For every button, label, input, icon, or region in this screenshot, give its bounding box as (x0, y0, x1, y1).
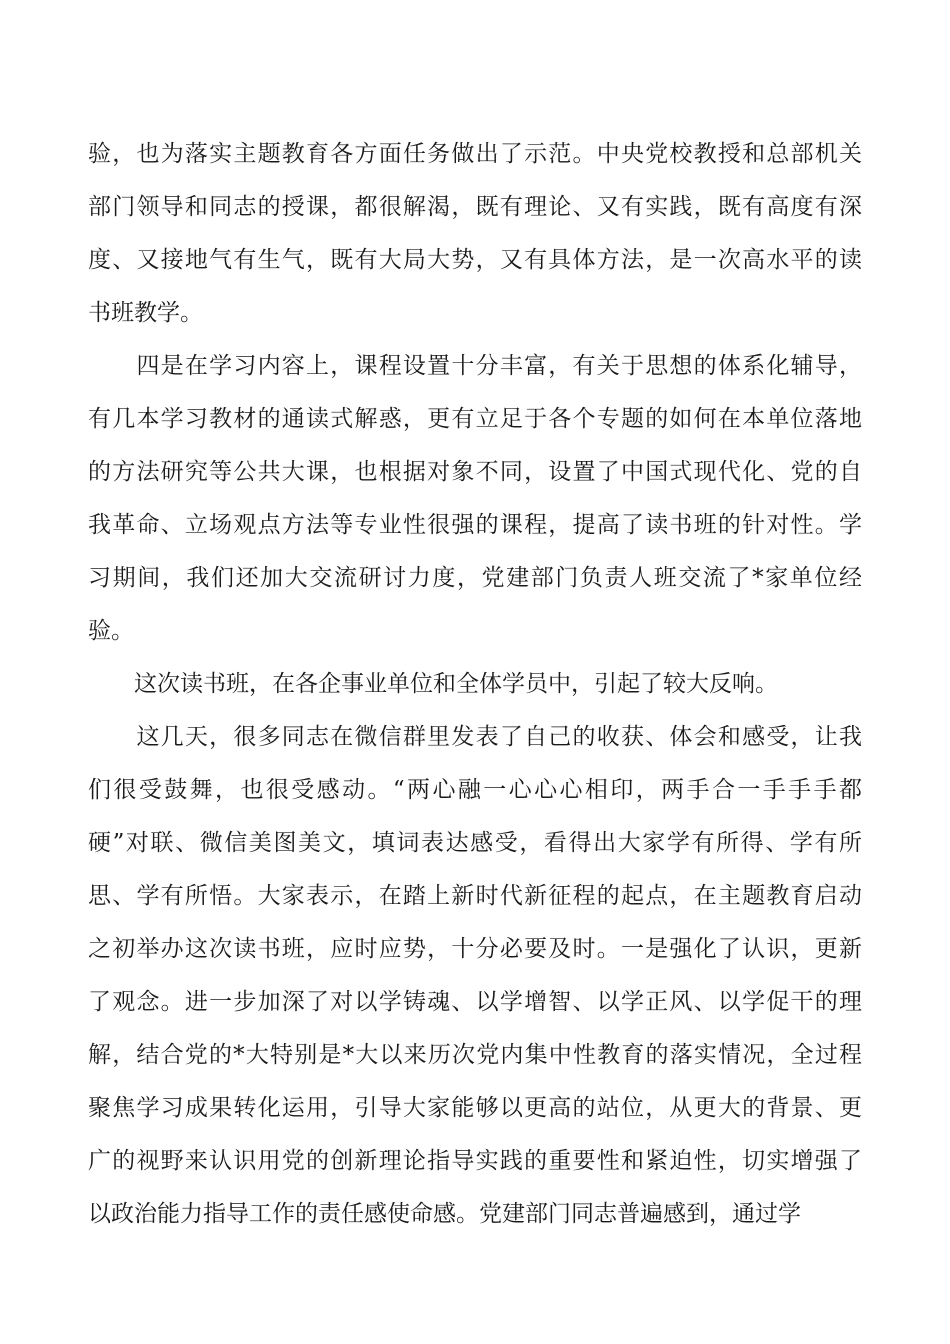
body-paragraph (88, 658, 862, 711)
text-line: 思、学有所悟。大家表示，在踏上新时代新征程的起点，在主题教育启动 (88, 883, 862, 909)
text-line: 部门领导和同志的授课，都很解渴，既有理论、又有实践，既有高度有深 (88, 194, 862, 220)
text-line: 习期间，我们还加大交流研讨力度，党建部门负责人班交流了*家单位经 (88, 565, 862, 591)
body-paragraph (88, 340, 862, 658)
text-line: 度、又接地气有生气，既有大局大势，又有具体方法，是一次高水平的读 (88, 247, 862, 273)
text-line: 以政治能力指导工作的责任感使命感。党建部门同志普遍感到，通过学 (88, 1201, 801, 1227)
text-line: 聚焦学习成果转化运用，引导大家能够以更高的站位，从更大的背景、更 (88, 1095, 862, 1121)
text-line: 验。 (88, 618, 134, 644)
text-line: 之初举办这次读书班，应时应势，十分必要及时。一是强化了认识，更新 (88, 936, 862, 962)
text-line: 四是在学习内容上，课程设置十分丰富，有关于思想的体系化辅导， (88, 353, 862, 379)
text-line: 了观念。进一步加深了对以学铸魂、以学增智、以学正风、以学促干的理 (88, 989, 862, 1015)
text-line: 硬”对联、微信美图美文，填词表达感受，看得出大家学有所得、学有所 (88, 830, 862, 856)
document-body (88, 128, 862, 1241)
text-line: 的方法研究等公共大课，也根据对象不同，设置了中国式现代化、党的自 (88, 459, 862, 485)
text-line: 有几本学习教材的通读式解惑，更有立足于各个专题的如何在本单位落地 (88, 406, 862, 432)
text-line: 这几天，很多同志在微信群里发表了自己的收获、体会和感受，让我 (88, 724, 862, 750)
text-line: 验，也为落实主题教育各方面任务做出了示范。中央党校教授和总部机关 (88, 141, 862, 167)
text-line: 解，结合党的*大特别是*大以来历次党内集中性教育的落实情况，全过程 (88, 1042, 862, 1068)
text-line: 我革命、立场观点方法等专业性很强的课程，提高了读书班的针对性。学 (88, 512, 862, 538)
body-paragraph (88, 128, 862, 340)
text-line: 这次读书班，在各企事业单位和全体学员中，引起了较大反响。 (88, 671, 778, 697)
text-line: 广的视野来认识用党的创新理论指导实践的重要性和紧迫性，切实增强了 (88, 1148, 862, 1174)
body-paragraph (88, 711, 862, 1241)
text-line: 书班教学。 (88, 300, 203, 326)
text-line: 们很受鼓舞，也很受感动。“两心融一心心心相印，两手合一手手手都 (88, 777, 862, 803)
